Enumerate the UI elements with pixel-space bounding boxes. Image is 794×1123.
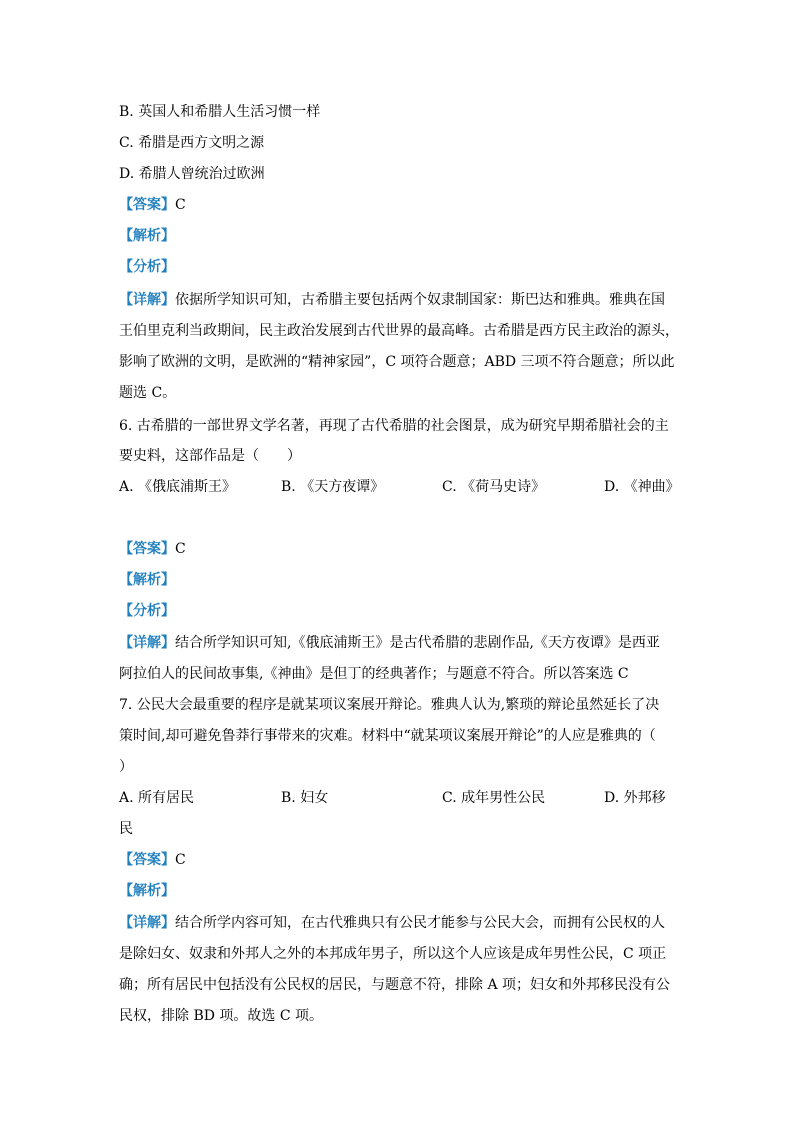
q7-option-a: A. 所有居民: [119, 790, 195, 806]
q6-jiexi-tag: [119, 570, 175, 590]
prev-option-c: C. 希腊是西方文明之源: [119, 135, 265, 151]
answer-value: C: [175, 541, 186, 557]
q6-answer-line: [119, 539, 186, 559]
xiangjie-tag: 【详解】: [119, 915, 175, 931]
q7-xiangjie-line-4: 民权，排除 BD 项。故选 C 项。: [119, 1008, 324, 1024]
q7-option-c: C. 成年男性公民: [442, 790, 546, 806]
jiexi-tag: 【解析】: [119, 572, 175, 588]
q6-option-a: A. 《俄底浦斯王》: [119, 479, 237, 495]
jiexi-tag: 【解析】: [119, 228, 175, 244]
q6-fenxi-tag: [119, 601, 175, 621]
prev-xiangjie-line-4: 题选 C。: [119, 385, 177, 401]
q6-stem-line-2: 要史料，这部作品是（ ）: [119, 448, 301, 464]
xiangjie-tag: 【详解】: [119, 292, 175, 308]
q7-xiangjie-line-2: 是除妇女、奴隶和外邦人之外的本邦成年男子，所以这个人应该是成年男性公民，C 项正: [119, 946, 667, 962]
q7-xiangjie-line-1: [119, 913, 665, 933]
q7-xiangjie-line-3: 确；所有居民中包括没有公民权的居民，与题意不符，排除 A 项；妇女和外邦移民没有公: [119, 977, 671, 993]
answer-value: C: [175, 197, 186, 213]
answer-value: C: [175, 852, 186, 868]
q6-xiangjie-line-1: [119, 633, 660, 653]
fenxi-tag: 【分析】: [119, 259, 175, 275]
xiangjie-text: 依据所学知识可知，古希腊主要包括两个奴隶制国家：斯巴达和雅典。雅典在国: [175, 292, 665, 308]
q7-stem-line-2: 策时间,却可避免鲁莽行事带来的灾难。材料中“就某项议案展开辩论”的人应是雅典的（: [119, 728, 656, 744]
prev-fenxi-tag: [119, 257, 175, 277]
document-page: [119, 0, 679, 1123]
prev-option-d: D. 希腊人曾统治过欧洲: [119, 166, 265, 182]
q6-option-b: B. 《天方夜谭》: [281, 479, 385, 495]
q6-options-row: [119, 477, 679, 497]
xiangjie-tag: 【详解】: [119, 635, 175, 651]
prev-xiangjie-line-3: 影响了欧洲的文明，是欧洲的“精神家园”，C 项符合题意；ABD 三项不符合题意；所以此: [119, 354, 675, 370]
prev-option-b: B. 英国人和希腊人生活习惯一样: [119, 104, 321, 120]
q7-stem-line-3: ）: [119, 759, 133, 775]
xiangjie-text: 结合所学知识可知,《俄底浦斯王》是古代希腊的悲剧作品,《天方夜谭》是西亚: [175, 635, 660, 651]
xiangjie-text: 结合所学内容可知，在古代雅典只有公民才能参与公民大会，而拥有公民权的人: [175, 915, 665, 931]
q7-jiexi-tag: [119, 881, 175, 901]
q7-option-d: D. 外邦移: [604, 790, 666, 806]
jiexi-tag: 【解析】: [119, 883, 175, 899]
q6-stem-line-1: 6. 古希腊的一部世界文学名著，再现了古代希腊的社会图景，成为研究早期希腊社会的主: [119, 418, 669, 434]
answer-tag: 【答案】: [119, 852, 175, 868]
q7-answer-line: [119, 850, 186, 870]
fenxi-tag: 【分析】: [119, 603, 175, 619]
q6-xiangjie-line-2: 阿拉伯人的民间故事集,《神曲》是但丁的经典著作；与题意不符合。所以答案选 C: [119, 666, 629, 682]
answer-tag: 【答案】: [119, 197, 175, 213]
q7-option-b: B. 妇女: [281, 790, 329, 806]
q6-option-c: C. 《荷马史诗》: [442, 479, 546, 495]
prev-xiangjie-line-1: [119, 290, 665, 310]
q6-option-d: D. 《神曲》: [604, 479, 680, 495]
prev-xiangjie-line-2: 王伯里克利当政期间，民主政治发展到古代世界的最高峰。古希腊是西方民主政治的源头，: [119, 323, 679, 339]
q7-option-d-wrap: 民: [119, 821, 133, 837]
prev-jiexi-tag: [119, 226, 175, 246]
answer-tag: 【答案】: [119, 541, 175, 557]
q7-options-row: [119, 788, 679, 808]
prev-answer-line: [119, 195, 186, 215]
q7-stem-line-1: 7. 公民大会最重要的程序是就某项议案展开辩论。雅典人认为,繁琐的辩论虽然延长了决: [119, 697, 660, 713]
